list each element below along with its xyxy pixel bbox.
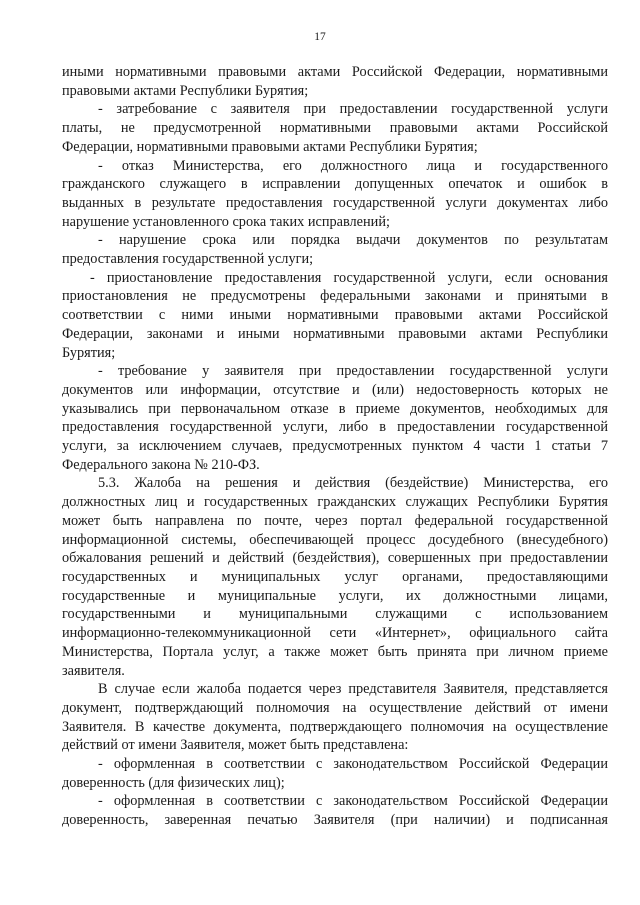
text-line: доверенность (для физических лиц); — [62, 774, 285, 791]
text-line: 5.3. Жалоба на решения и действия (бездействие) Министерства, его — [98, 475, 608, 492]
document-body — [62, 63, 608, 830]
text-line: доверенность, заверенная печатью Заявителя (при наличии) и подписанная — [62, 812, 608, 829]
text-line: обжалования решений и действий (бездействия), совершенных при предоставлении — [62, 550, 608, 567]
page-number: 17 — [314, 31, 326, 43]
text-line: Федерации, законами и иными нормативными правовыми актами Республики — [62, 325, 608, 342]
text-line: - нарушение срока или порядка выдачи документов по результатам — [98, 232, 608, 249]
text-line: государственные и муниципальные услуги, их должностными лицами, — [62, 587, 608, 604]
text-line: государственными и муниципальными служащими с использованием — [62, 606, 608, 623]
text-line: В случае если жалоба подается через представителя Заявителя, представляется — [98, 681, 608, 698]
text-line: - приостановление предоставления государственной услуги, если основания — [90, 269, 608, 286]
text-line: приостановления не предусмотрены федеральными законами и принятыми в — [62, 288, 608, 305]
text-line: выданных в результате предоставления государственной услуги документах либо — [62, 194, 608, 211]
text-line: указывались при первоначальном отказе в приеме документов, необходимых для — [62, 400, 608, 417]
text-line: нарушение установленного срока таких исправлений; — [62, 213, 390, 230]
text-line: - затребование с заявителя при предоставлении государственной услуги — [98, 101, 608, 118]
text-line: документов или информации, отсутствие и (или) недостоверность которых не — [62, 381, 608, 398]
text-line: предоставления государственной услуги; — [62, 251, 314, 268]
text-line: Федерации, нормативными правовыми актами Республики Бурятия; — [62, 138, 478, 155]
text-line: услуги, за исключением случаев, предусмотренных пунктом 4 части 1 статьи 7 — [62, 438, 608, 455]
paragraph-block — [62, 63, 608, 830]
text-line: Федерального закона № 210-ФЗ. — [62, 456, 260, 473]
text-line: - отказ Министерства, его должностного лица и государственного — [98, 157, 608, 174]
text-line: - оформленная в соответствии с законодательством Российской Федерации — [98, 756, 608, 773]
text-line: Министерства, Портала услуг, а также может быть принята при личном приеме — [62, 643, 608, 660]
text-line: документ, подтверждающий полномочия на осуществление действий от имени — [62, 699, 608, 716]
text-line: информационной системы, обеспечивающей процесс досудебного (внесудебного) — [62, 531, 608, 548]
text-line: должностных лиц и государственных гражданских служащих Республики Бурятия — [62, 494, 608, 511]
text-line: предоставления государственной услуги, либо в предоставлении государственной — [62, 419, 608, 436]
text-line: - требование у заявителя при предоставлении государственной услуги — [98, 363, 608, 380]
text-line: платы, не предусмотренной нормативными правовыми актами Российской — [62, 120, 608, 137]
text-line: заявителя. — [62, 662, 125, 679]
text-line: Заявителя. В качестве документа, подтверждающего полномочия на осуществление — [62, 718, 608, 735]
text-line: соответствии с ними иными нормативными правовыми актами Российской — [62, 307, 608, 324]
text-line: гражданского служащего в исправлении допущенных опечаток и ошибок в — [62, 176, 608, 193]
text-line: - оформленная в соответствии с законодательством Российской Федерации — [98, 793, 608, 810]
text-line: действий от имени Заявителя, может быть представлена: — [62, 737, 409, 754]
text-line: государственных и муниципальных услуг органами, предоставляющими — [62, 568, 608, 585]
text-line: информационно-телекоммуникационной сети «Интернет», официального сайта — [62, 625, 608, 642]
text-line: может быть направлена по почте, через портал федеральной государственной — [62, 512, 608, 529]
text-line: иными нормативными правовыми актами Российской Федерации, нормативными — [62, 64, 608, 80]
text-line: правовыми актами Республики Бурятия; — [62, 82, 309, 99]
text-line: Бурятия; — [62, 344, 116, 361]
